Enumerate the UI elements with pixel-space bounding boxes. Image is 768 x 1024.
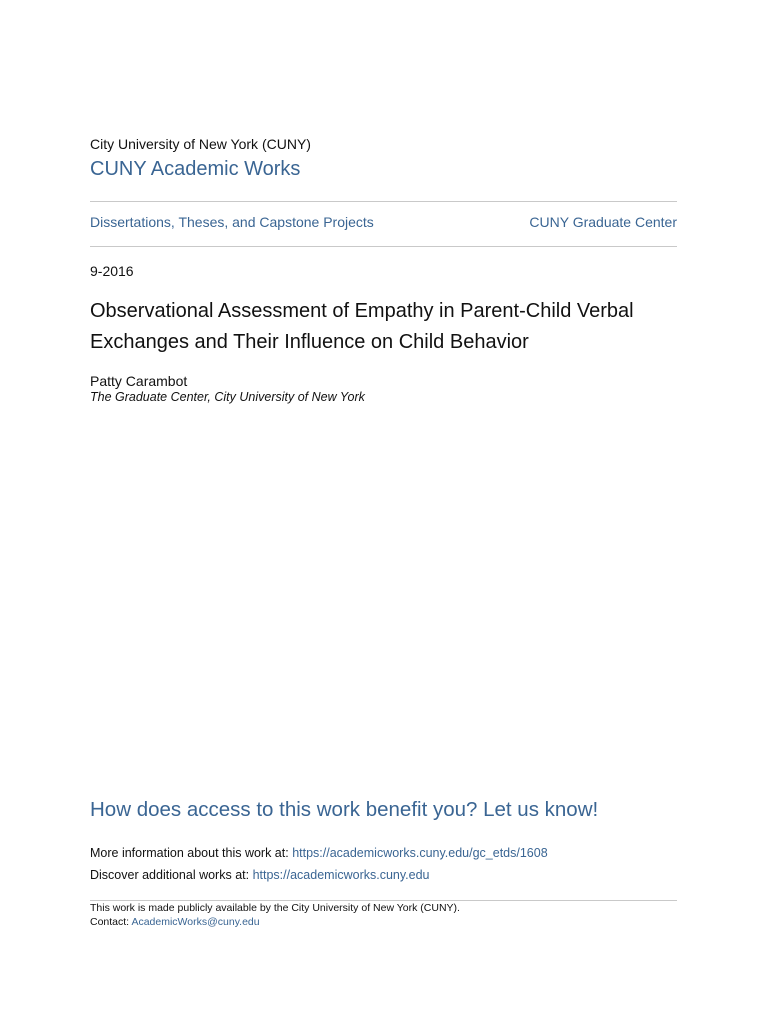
contact-label: Contact: bbox=[90, 916, 132, 928]
publication-date: 9-2016 bbox=[90, 263, 134, 279]
more-info-label: More information about this work at: bbox=[90, 846, 293, 860]
institution-name: City University of New York (CUNY) bbox=[90, 136, 311, 152]
more-info-line bbox=[90, 846, 548, 860]
discover-line bbox=[90, 868, 430, 882]
collection-link[interactable]: Dissertations, Theses, and Capstone Projects bbox=[90, 214, 374, 230]
availability-notice: This work is made publicly available by the City University of New York (CUNY). bbox=[90, 902, 460, 914]
contact-line bbox=[90, 916, 260, 928]
top-divider bbox=[90, 201, 677, 202]
repository-link[interactable]: CUNY Academic Works bbox=[90, 158, 301, 180]
paper-title: Observational Assessment of Empathy in Parent-Child Verbal Exchanges and Their Influence on Child Behavior bbox=[90, 300, 634, 353]
author-name: Patty Carambot bbox=[90, 373, 188, 389]
work-url-link[interactable]: https://academicworks.cuny.edu/gc_etds/1608 bbox=[292, 846, 548, 860]
author-affiliation: The Graduate Center, City University of New York bbox=[90, 390, 365, 404]
discover-label: Discover additional works at: bbox=[90, 868, 253, 882]
feedback-link[interactable]: How does access to this work benefit you? Let us know! bbox=[90, 798, 599, 821]
repository-url-link[interactable]: https://academicworks.cuny.edu bbox=[252, 868, 430, 882]
department-link[interactable]: CUNY Graduate Center bbox=[529, 214, 677, 230]
contact-email-link[interactable]: AcademicWorks@cuny.edu bbox=[131, 916, 260, 928]
nav-divider bbox=[90, 246, 677, 247]
footer-divider bbox=[90, 900, 677, 901]
